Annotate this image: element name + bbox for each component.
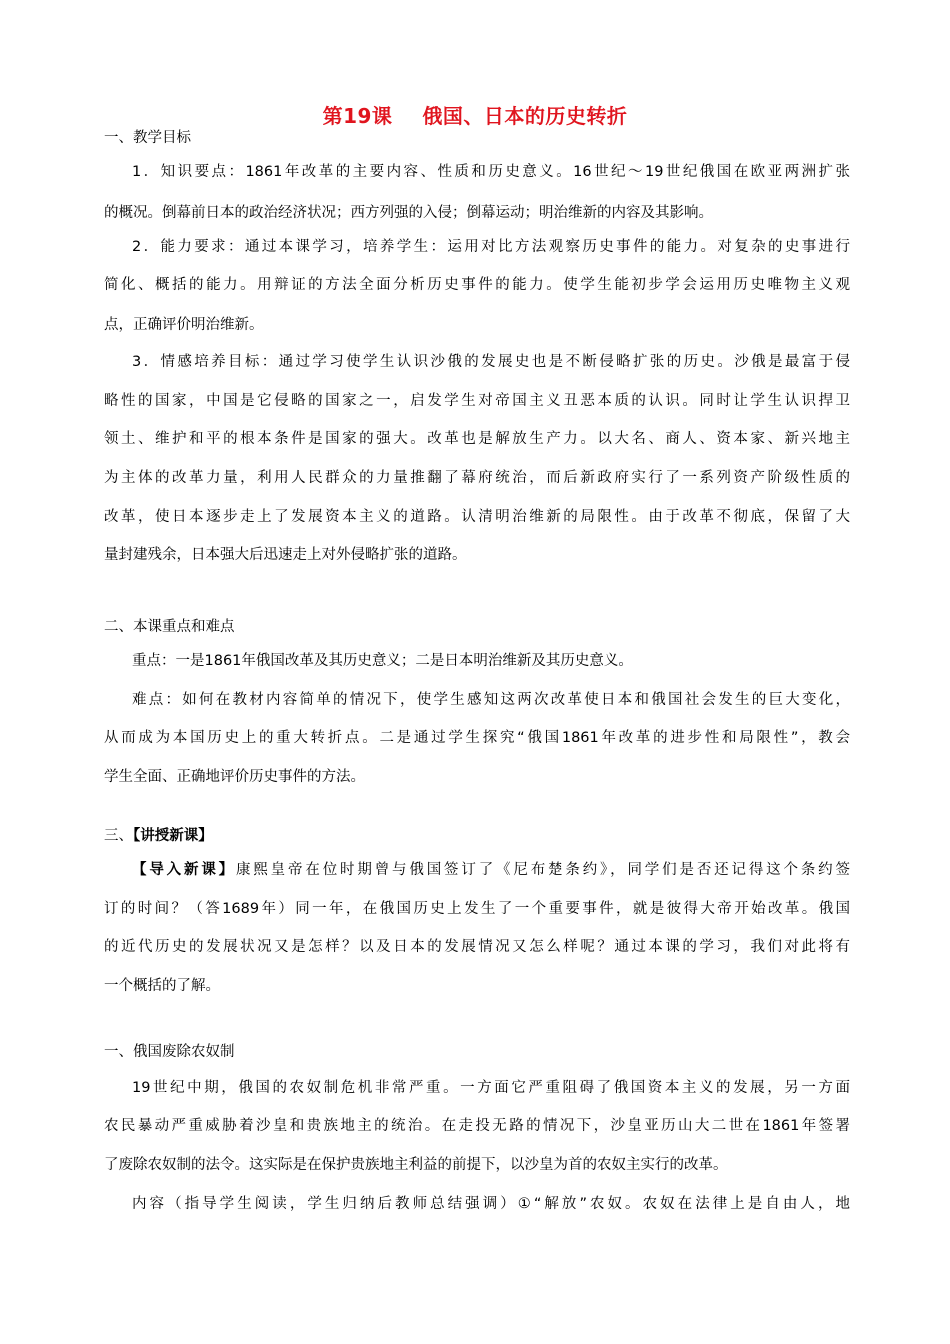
paragraph-line: 重点：一是1861年俄国改革及其历史意义；二是日本明治维新及其历史意义。 [132, 653, 633, 669]
section-heading-key-points: 二、本课重点和难点 [104, 619, 235, 635]
section-heading-serfdom: 一、俄国废除农奴制 [104, 1044, 235, 1060]
intro-label: 【导入新课】 [132, 862, 237, 878]
paragraph-line: 学生全面、正确地评价历史事件的方法。 [104, 769, 365, 785]
paragraph-line: 从而成为本国历史上的重大转折点。二是通过学生探究“俄国1861年改革的进步性和局限性”，教会 [104, 730, 850, 746]
intro-text: 康熙皇帝在位时期曾与俄国签订了《尼布楚条约》，同学们是否还记得这个条约签 [236, 862, 851, 878]
paragraph-line: 点，正确评价明治维新。 [104, 317, 264, 333]
paragraph-line: 内容（指导学生阅读，学生归纳后教师总结强调）①“解放”农奴。农奴在法律上是自由人，地 [132, 1196, 850, 1212]
paragraph-line [132, 860, 850, 880]
lesson-number: 第19课 [322, 104, 393, 128]
lesson-title [0, 100, 950, 129]
paragraph-line: 2．能力要求：通过本课学习，培养学生：运用对比方法观察历史事件的能力。对复杂的史事进行 [132, 239, 850, 255]
paragraph-line: 简化、概括的能力。用辩证的方法全面分析历史事件的能力。使学生能初步学会运用历史唯物主义观 [104, 277, 850, 293]
paragraph-line: 为主体的改革力量，利用人民群众的力量推翻了幕府统治，而后新政府实行了一系列资产阶级性质的 [104, 470, 850, 486]
paragraph-line: 难点：如何在教材内容简单的情况下，使学生感知这两次改革使日本和俄国社会发生的巨大变化， [132, 692, 850, 708]
paragraph-line: 19世纪中期，俄国的农奴制危机非常严重。一方面它严重阻碍了俄国资本主义的发展，另一方面 [132, 1080, 850, 1096]
section-heading-bold: 【讲授新课】 [133, 828, 213, 844]
paragraph-line: 的近代历史的发展状况又是怎样？以及日本的发展情况又怎么样呢？通过本课的学习，我们对此将有 [104, 939, 850, 955]
paragraph-line: 订的时间？（答1689年）同一年，在俄国历史上发生了一个重要事件，就是彼得大帝开始改革。俄国 [104, 901, 850, 917]
paragraph-line: 量封建残余，日本强大后迅速走上对外侵略扩张的道路。 [104, 547, 467, 563]
paragraph-line: 改革，使日本逐步走上了发展资本主义的道路。认清明治维新的局限性。由于改革不彻底，保留了大 [104, 509, 850, 525]
lesson-topic: 俄国、日本的历史转折 [422, 104, 628, 128]
paragraph-line: 农民暴动严重威胁着沙皇和贵族地主的统治。在走投无路的情况下，沙皇亚历山大二世在1861年签署 [104, 1118, 850, 1134]
paragraph-line: 的概况。倒幕前日本的政治经济状况；西方列强的入侵；倒幕运动；明治维新的内容及其影响。 [104, 205, 713, 221]
section-heading-objectives: 一、教学目标 [104, 130, 191, 146]
paragraph-line: 1．知识要点：1861年改革的主要内容、性质和历史意义。16世纪～19世纪俄国在欧亚两洲扩张 [132, 164, 850, 180]
paragraph-line: 略性的国家，中国是它侵略的国家之一，启发学生对帝国主义丑恶本质的认识。同时让学生认识捍卫 [104, 393, 850, 409]
section-heading-new-lesson [104, 826, 213, 846]
paragraph-line: 一个概括的了解。 [104, 978, 220, 994]
paragraph-line: 3．情感培养目标：通过学习使学生认识沙俄的发展史也是不断侵略扩张的历史。沙俄是最富于侵 [132, 354, 850, 370]
paragraph-line: 领土、维护和平的根本条件是国家的强大。改革也是解放生产力。以大名、商人、资本家、新兴地主 [104, 431, 850, 447]
section-heading-prefix: 三、 [104, 828, 133, 844]
paragraph-line: 了废除农奴制的法令。这实际是在保护贵族地主利益的前提下，以沙皇为首的农奴主实行的改革。 [104, 1157, 728, 1173]
